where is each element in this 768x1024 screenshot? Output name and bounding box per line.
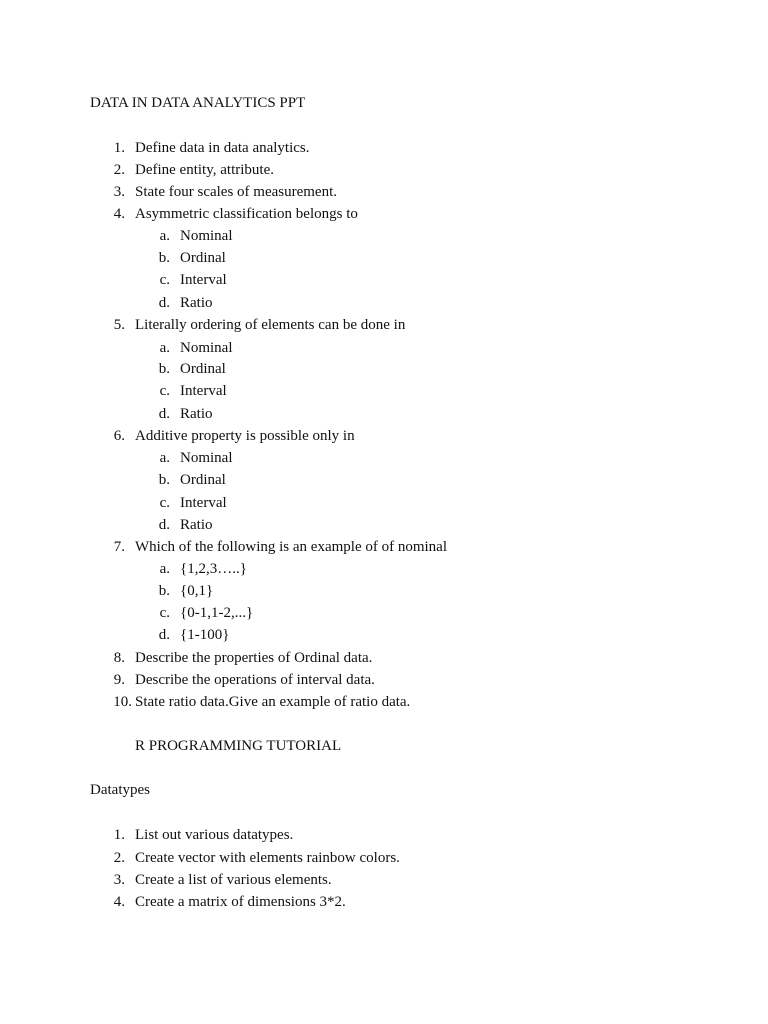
option-letter: a. [159, 340, 170, 356]
section-title: R PROGRAMMING TUTORIAL [135, 738, 342, 754]
option-letter: d. [158, 627, 170, 643]
option-text: Ratio [180, 406, 213, 422]
option-letter: c. [159, 605, 170, 621]
question-text: State four scales of measurement. [135, 184, 338, 200]
question-text: Literally ordering of elements can be done in [135, 317, 406, 333]
option-letter: b. [158, 472, 170, 488]
question-number: 2. [113, 850, 125, 866]
question-text: Create a list of various elements. [135, 872, 332, 888]
option-letter: d. [158, 517, 170, 533]
question-number: 4. [113, 894, 125, 910]
document-title: DATA IN DATA ANALYTICS PPT [90, 95, 306, 111]
question-number: 1. [113, 140, 125, 156]
option-letter: b. [158, 583, 170, 599]
option-text: {0,1} [180, 583, 214, 599]
question-number: 9. [113, 672, 125, 688]
option-letter: d. [158, 406, 170, 422]
question-number: 6. [113, 428, 125, 444]
option-letter: a. [159, 450, 170, 466]
option-letter: d. [158, 295, 170, 311]
question-text: Create vector with elements rainbow colors. [135, 850, 400, 866]
option-letter: a. [159, 228, 170, 244]
question-number: 7. [113, 539, 125, 555]
option-text: Ratio [180, 295, 213, 311]
option-text: Interval [180, 495, 227, 511]
question-text: Describe the properties of Ordinal data. [135, 650, 373, 666]
option-text: Ratio [180, 517, 213, 533]
question-text: Define data in data analytics. [135, 140, 310, 156]
question-text: Describe the operations of interval data. [135, 672, 375, 688]
question-text: Additive property is possible only in [135, 428, 355, 444]
question-number: 3. [113, 872, 125, 888]
option-letter: a. [159, 561, 170, 577]
option-text: Ordinal [180, 361, 226, 377]
option-text: Interval [180, 272, 227, 288]
question-number: 2. [113, 162, 125, 178]
option-letter: c. [159, 383, 170, 399]
question-number: 8. [113, 650, 125, 666]
question-text: Asymmetric classification belongs to [135, 206, 358, 222]
option-text: Nominal [180, 340, 233, 356]
question-text: State ratio data.Give an example of ratio data. [135, 694, 411, 710]
option-text: Nominal [180, 228, 233, 244]
question-number: 3. [113, 184, 125, 200]
option-letter: b. [158, 361, 170, 377]
question-text: Define entity, attribute. [135, 162, 274, 178]
question-number: 5. [113, 317, 125, 333]
question-number: 10. [113, 694, 132, 710]
question-text: Which of the following is an example of of nominal [135, 539, 448, 555]
option-text: Nominal [180, 450, 233, 466]
option-letter: b. [158, 250, 170, 266]
option-text: {0-1,1-2,...} [180, 605, 254, 621]
subsection-title: Datatypes [90, 782, 150, 798]
option-text: {1,2,3…..} [180, 561, 247, 577]
question-number: 1. [113, 827, 125, 843]
option-text: Interval [180, 383, 227, 399]
option-text: Ordinal [180, 250, 226, 266]
question-text: List out various datatypes. [135, 827, 294, 843]
option-text: Ordinal [180, 472, 226, 488]
question-text: Create a matrix of dimensions 3*2. [135, 894, 346, 910]
question-number: 4. [113, 206, 125, 222]
option-letter: c. [159, 272, 170, 288]
option-letter: c. [159, 495, 170, 511]
option-text: {1-100} [180, 627, 230, 643]
